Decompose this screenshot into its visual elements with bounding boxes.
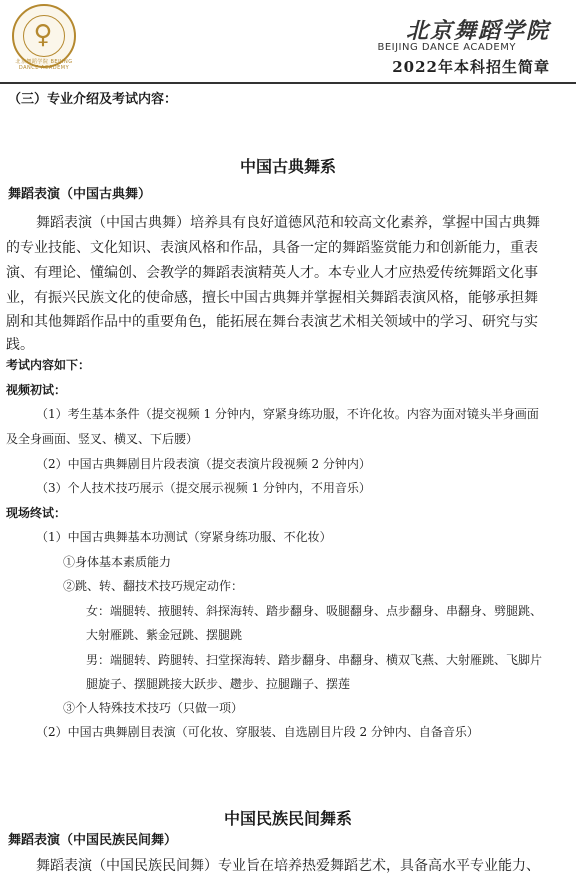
onsite-item: 大射雁跳、紫金冠跳、摆腿跳 xyxy=(86,628,243,642)
dept1-intro-line: 演、有理论、懂编创、会教学的舞蹈表演精英人才。本专业人才应热爱传统舞蹈文化事 xyxy=(6,265,538,281)
dept1-intro-line: 的专业技能、文化知识、表演风格和作品，具备一定的舞蹈鉴赏能力和创新能力，重表 xyxy=(6,240,538,256)
video-item: （2）中国古典舞剧目片段表演（提交表演片段视频 2 分钟内） xyxy=(36,457,371,471)
dept2-major-heading: 舞蹈表演（中国民族民间舞） xyxy=(8,833,178,848)
brochure-title: 2022年本科招生简章 xyxy=(392,58,550,76)
page-header xyxy=(0,0,576,86)
dept2-intro-line: 舞蹈表演（中国民族民间舞）专业旨在培养热爱舞蹈艺术，具备高水平专业能力、 xyxy=(36,858,540,874)
onsite-final-heading: 现场终试： xyxy=(6,506,67,520)
onsite-item: （1）中国古典舞基本功测试（穿紧身练功服、不化妆） xyxy=(36,530,332,544)
onsite-item: ③个人特殊技术技巧（只做一项） xyxy=(63,701,244,715)
logo-text: 北京舞蹈学院 BEIJING DANCE ACADEMY xyxy=(15,59,73,71)
dept1-major-heading: 舞蹈表演（中国古典舞） xyxy=(8,187,152,202)
academy-logo xyxy=(12,4,76,71)
onsite-item: ②跳、转、翻技术技巧规定动作： xyxy=(63,579,244,593)
brand-name-chinese: 北京舞蹈学院 xyxy=(405,18,550,44)
brand-name-english: BEIJING DANCE ACADEMY xyxy=(377,42,516,53)
dept1-intro-line: 业，有振兴民族文化的使命感，擅长中国古典舞并掌握相关舞蹈表演风格，能够承担舞 xyxy=(6,290,538,306)
onsite-item: 男：端腿转、跨腿转、扫堂探海转、踏步翻身、串翻身、横双飞燕、大射雁跳、飞脚片 xyxy=(86,653,543,667)
onsite-item: 女：端腿转、掖腿转、斜探海转、踏步翻身、吸腿翻身、点步翻身、串翻身、劈腿跳、 xyxy=(86,604,543,618)
dept1-title: 中国古典舞系 xyxy=(239,157,336,176)
dancer-figure-icon: ♀ xyxy=(33,20,53,50)
video-item: 及全身画面、竖叉、横叉、下后腰） xyxy=(6,432,199,446)
dept2-title: 中国民族民间舞系 xyxy=(223,809,352,828)
section-title: （三）专业介绍及考试内容： xyxy=(8,92,178,107)
onsite-item: ①身体基本素质能力 xyxy=(63,555,172,569)
video-item: （1）考生基本条件（提交视频 1 分钟内，穿紧身练功服，不许化妆。内容为面对镜头半身画面 xyxy=(36,407,539,421)
dept1-intro-line: 践。 xyxy=(6,337,34,353)
video-item: （3）个人技术技巧展示（提交展示视频 1 分钟内，不用音乐） xyxy=(36,481,371,495)
dept1-intro-line: 舞蹈表演（中国古典舞）培养具有良好道德风范和较高文化素养，掌握中国古典舞 xyxy=(36,215,540,231)
exam-content-heading: 考试内容如下： xyxy=(6,358,91,372)
header-divider xyxy=(0,82,576,84)
onsite-item: 腿旋子、摆腿跳接大跃步、趱步、拉腿蹦子、摆莲 xyxy=(86,677,351,691)
onsite-item: （2）中国古典舞剧目表演（可化妆、穿服装、自选剧目片段 2 分钟内、自备音乐） xyxy=(36,725,479,739)
dept1-intro-line: 剧和其他舞蹈作品中的重要角色，能拓展在舞台表演艺术相关领域中的学习、研究与实 xyxy=(6,314,538,330)
video-preliminary-heading: 视频初试： xyxy=(6,383,67,397)
